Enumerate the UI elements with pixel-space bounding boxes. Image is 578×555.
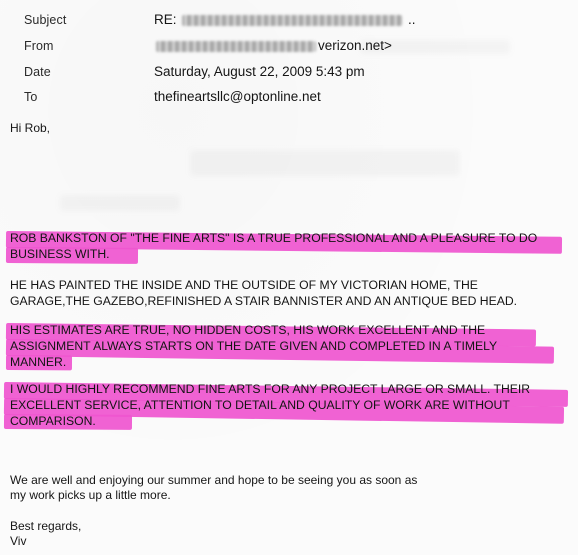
testimonial-paragraph-1 xyxy=(10,230,565,262)
testimonial-paragraph-3 xyxy=(10,322,565,370)
from-row xyxy=(0,36,578,56)
paragraph-3-text: HIS ESTIMATES ARE TRUE, NO HIDDEN COSTS, HIS WORK EXCELLENT AND THE ASSIGNMENT ALWAYS STARTS ON THE DATE GIVEN AND COMPLETED IN A TIMELY MANNER. xyxy=(10,323,497,369)
date-label: Date xyxy=(24,65,51,79)
testimonial-paragraph-2 xyxy=(10,277,565,309)
date-value: Saturday, August 22, 2009 5:43 pm xyxy=(154,64,365,79)
signoff-block xyxy=(10,519,566,549)
subject-label: Subject xyxy=(24,13,67,27)
date-row xyxy=(0,62,578,82)
paragraph-1-text: ROB BANKSTON OF "THE FINE ARTS" IS A TRUE PROFESSIONAL AND A PLEASURE TO DO BUSINESS WITH. xyxy=(10,231,538,261)
closing-paragraph xyxy=(10,473,566,503)
paragraph-2-line-2: GARAGE,THE GAZEBO,REFINISHED A STAIR BANNISTER AND AN ANTIQUE BED HEAD. xyxy=(10,294,518,308)
signature: Viv xyxy=(10,534,27,548)
paper-smudge xyxy=(190,150,460,176)
to-row xyxy=(0,87,578,107)
signoff: Best regards, xyxy=(10,519,82,533)
subject-value: RE: .. xyxy=(154,12,416,27)
paragraph-2-line-1: HE HAS PAINTED THE INSIDE AND THE OUTSIDE OF MY VICTORIAN HOME, THE xyxy=(10,278,478,292)
greeting: Hi Rob, xyxy=(10,121,51,135)
to-label: To xyxy=(24,90,38,104)
subject-row xyxy=(0,10,578,30)
paper-smudge xyxy=(60,195,180,211)
closing-line-2: my work picks up a little more. xyxy=(10,488,171,502)
closing-line-1: We are well and enjoying our summer and hope to be seeing you as soon as xyxy=(10,473,418,487)
from-label: From xyxy=(24,39,54,53)
redacted-block xyxy=(156,41,316,52)
redacted-block xyxy=(182,15,402,26)
paragraph-4-text: I WOULD HIGHLY RECOMMEND FINE ARTS FOR ANY PROJECT LARGE OR SMALL. THEIR EXCELLENT SERVICE, ATTENTION TO DETAIL AND QUALITY OF WORK ARE WITHOUT COMPARISON. xyxy=(10,382,531,428)
testimonial-paragraph-4 xyxy=(10,381,565,429)
from-value: verizon.net> xyxy=(154,36,392,56)
to-value: thefineartsllc@optonline.net xyxy=(154,89,321,104)
